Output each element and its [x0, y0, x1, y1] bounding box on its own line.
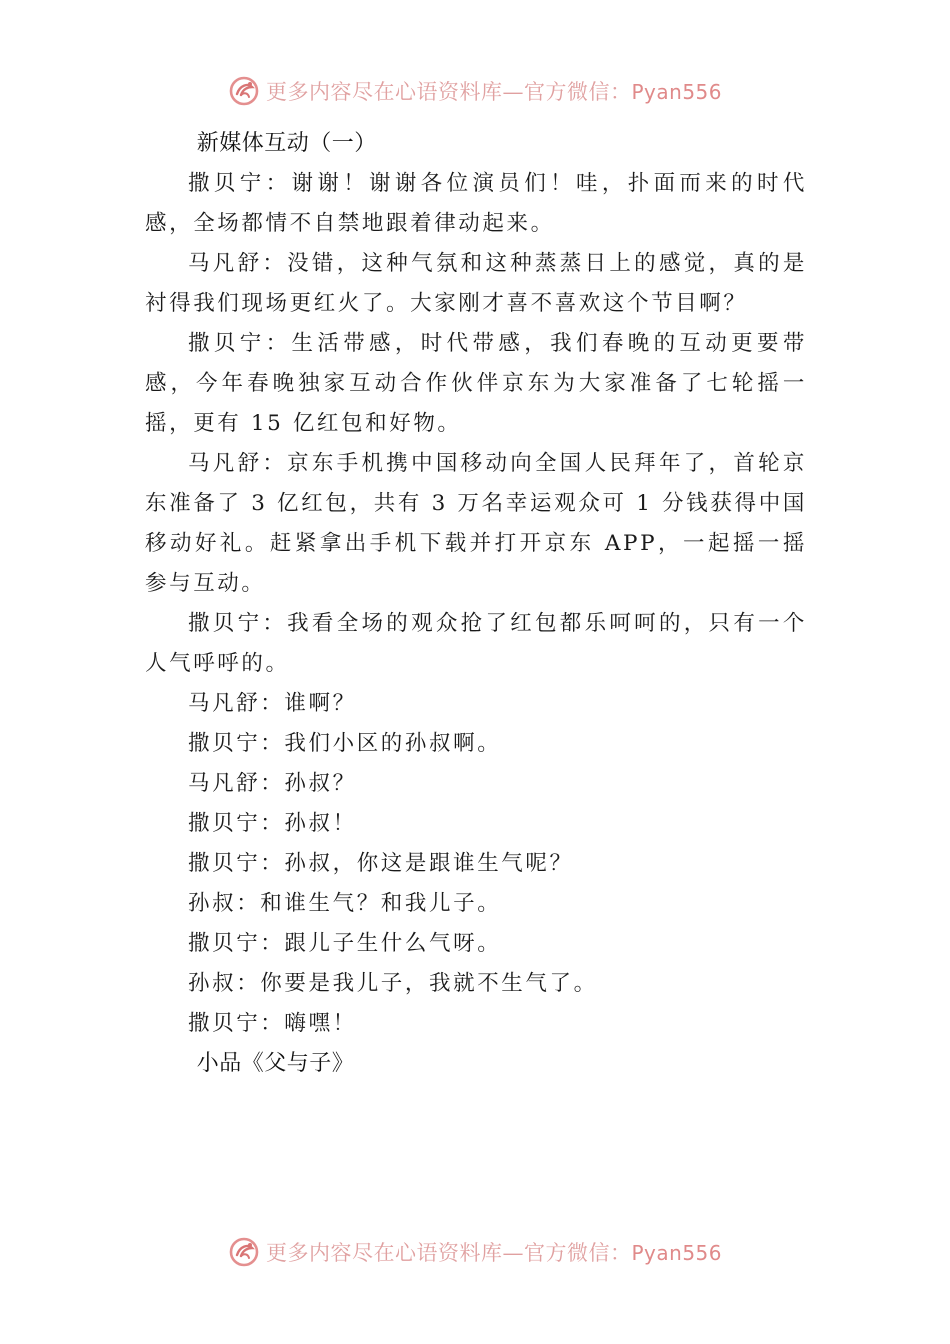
document-body: [145, 124, 807, 1084]
dialogue-paragraph: 撒贝宁：谢谢！谢谢各位演员们！哇，扑面而来的时代感，全场都情不自禁地跟着律动起来。: [145, 171, 807, 236]
dialogue-paragraph: 撒贝宁：生活带感，时代带感，我们春晚的互动更要带感，今年春晚独家互动合作伙伴京东为大家准备了七轮摇一摇，更有 15 亿红包和好物。: [145, 331, 807, 436]
watermark-id: Pyan556: [631, 1241, 722, 1265]
dialogue-paragraph: 马凡舒：孙叔？: [188, 771, 357, 796]
dialogue-paragraph: 孙叔：你要是我儿子，我就不生气了。: [188, 971, 598, 996]
dialogue-paragraph: 撒贝宁：我看全场的观众抢了红包都乐呵呵的，只有一个人气呼呼的。: [145, 611, 807, 676]
footer-watermark: [0, 1232, 950, 1272]
dialogue-paragraph: 孙叔：和谁生气？和我儿子。: [188, 891, 502, 916]
dialogue-paragraph: 撒贝宁：孙叔！: [188, 811, 357, 836]
header-watermark: [0, 71, 950, 111]
section-heading: 新媒体互动（一）: [196, 131, 377, 156]
dialogue-paragraph: 马凡舒：京东手机携中国移动向全国人民拜年了，首轮京东准备了 3 亿红包，共有 3 万名幸运观众可 1 分钱获得中国移动好礼。赶紧拿出手机下载并打开京东 APP，一起摇一摇参与互动。: [145, 451, 807, 596]
dialogue-paragraph: 马凡舒：谁啊？: [188, 691, 357, 716]
watermark-text: 更多内容尽在心语资料库—官方微信：Pyan556: [265, 1241, 722, 1265]
swirl-logo-icon: [228, 1236, 260, 1268]
section-heading: 小品《父与子》: [196, 1051, 355, 1076]
dialogue-paragraph: 马凡舒：没错，这种气氛和这种蒸蒸日上的感觉，真的是衬得我们现场更红火了。大家刚才喜不喜欢这个节目啊？: [145, 251, 807, 316]
swirl-logo-icon: [228, 75, 260, 107]
dialogue-paragraph: 撒贝宁：孙叔，你这是跟谁生气呢？: [188, 851, 574, 876]
watermark-id: Pyan556: [631, 80, 722, 104]
watermark-text: 更多内容尽在心语资料库—官方微信：Pyan556: [265, 80, 722, 104]
dialogue-paragraph: 撒贝宁：跟儿子生什么气呀。: [188, 931, 502, 956]
dialogue-paragraph: 撒贝宁：嗨嘿！: [188, 1011, 357, 1036]
dialogue-paragraph: 撒贝宁：我们小区的孙叔啊。: [188, 731, 502, 756]
